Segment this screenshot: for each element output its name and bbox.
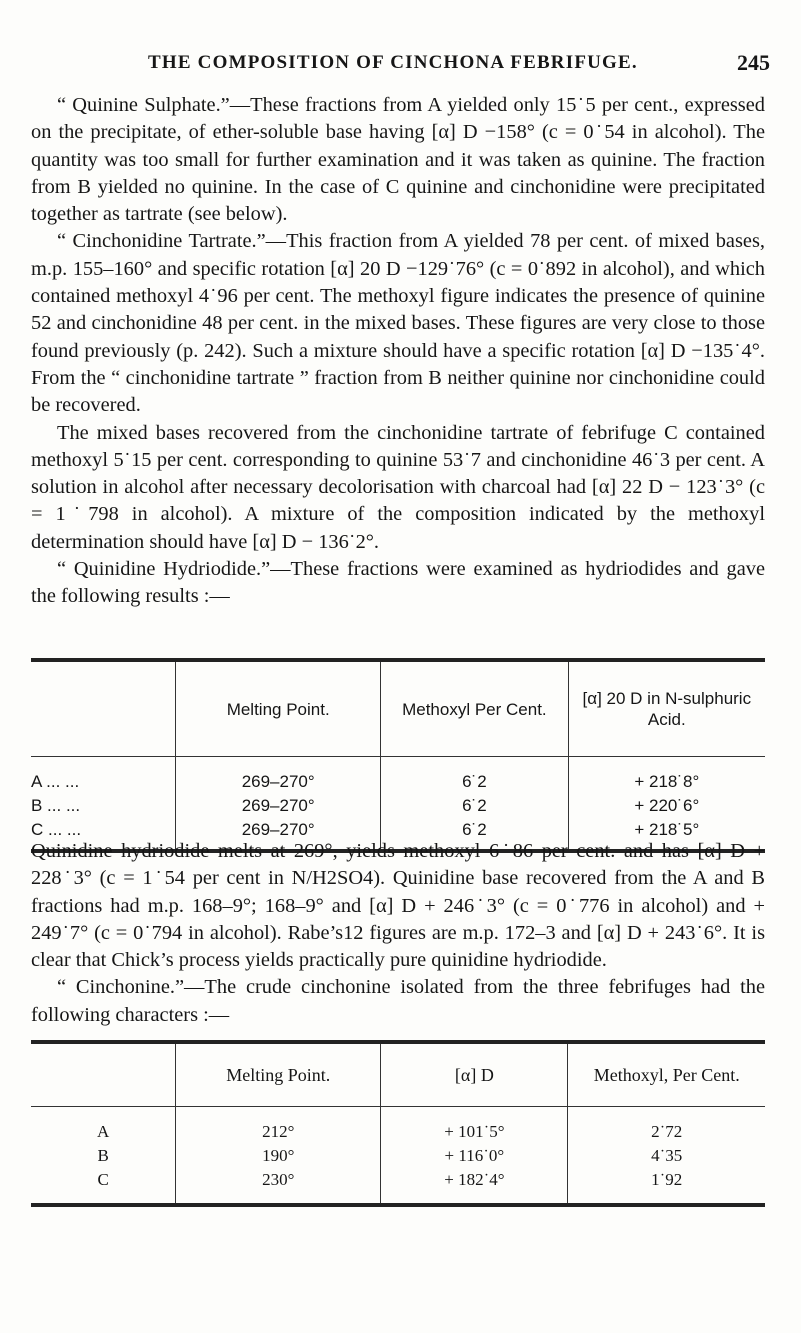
melting-cell: 230° [176,1168,381,1205]
rotation-cell: + 218˙8° [568,757,765,795]
methoxyl-cell: 6˙2 [381,794,569,818]
paragraph-cinchonidine-tartrate: “ Cinchonidine Tartrate.”—This fraction from A yielded 78 per cent. of mixed bases, m.p. 155–160° and specific rotation [α] 20 D −129˙76° (c = 0˙892 in alcohol), and which contained methoxyl 4˙96 per cent. The methoxyl figure indicates the presence of quinine 52 and cinchonidine 48 per cent. in the mixed bases. These figures are very close to those found previously (p. 242). Such a mixture should have a specific rotation [α] D −135˙4°. From the “ cinchonidine tartrate ” fraction from B neither quinine nor cinchonidine could be recovered. [31,230,765,417]
row-label: B [97,1146,109,1165]
row-label: B ... ... [31,796,81,815]
row-label: A ... ... [31,772,80,791]
body-text-lower [31,838,765,1029]
methoxyl-cell: 2˙72 [568,1107,765,1145]
melting-cell: 269–270° [176,757,381,795]
methoxyl-cell: 1˙92 [568,1168,765,1205]
rotation-cell: + 182˙4° [381,1168,568,1205]
table-header-blank [31,1042,176,1107]
row-label: C ... ... [31,820,82,839]
row-label: C [97,1170,109,1189]
melting-cell: 212° [176,1107,381,1145]
table-row [31,1107,765,1145]
rotation-cell: + 116˙0° [381,1144,568,1168]
running-title: THE COMPOSITION OF CINCHONA FEBRIFUGE. [148,52,638,73]
rotation-cell: + 220˙6° [568,794,765,818]
table-header-melting-point: Melting Point. [176,660,381,757]
methoxyl-cell: 4˙35 [568,1144,765,1168]
table-header-melting-point: Melting Point. [176,1042,381,1107]
table-row [31,1168,765,1205]
cinchonine-table [31,1040,765,1207]
table-row [31,794,765,818]
rotation-cell: + 101˙5° [381,1107,568,1145]
methoxyl-cell: 6˙2 [381,818,569,851]
paragraph-cinchonine: “ Cinchonine.”—The crude cinchonine isolated from the three febrifuges had the following characters :— [31,976,765,1026]
body-text-upper [31,92,765,611]
melting-cell: 269–270° [176,794,381,818]
table-header-methoxyl: Methoxyl Per Cent. [381,660,569,757]
table-header-blank [31,660,176,757]
table-row [31,1144,765,1168]
melting-cell: 190° [176,1144,381,1168]
paragraph-quinidine-hydriodide: “ Quinidine Hydriodide.”—These fractions were examined as hydriodides and gave the following results :— [31,558,765,608]
table-header-methoxyl: Methoxyl, Per Cent. [568,1042,765,1107]
row-label: A [97,1122,110,1141]
melting-cell: 269–270° [176,818,381,851]
page-header [0,52,801,82]
table-header-rotation: [α] D [381,1042,568,1107]
page-number: 245 [737,50,770,75]
rotation-cell: + 218˙5° [568,818,765,851]
paragraph-quinidine-discussion: Quinidine hydriodide melts at 269°, yields methoxyl 6˙86 per cent. and has [α] D + 228˙3° (c = 1˙54 per cent in N/H2SO4). Quinidine base recovered from the A and B fractions had m.p. 168–9°; 168–9° and [α] D + 246˙3° (c = 0˙776 in alcohol) and + 249˙7° (c = 0˙794 in alcohol). Rabe’s12 figures are m.p. 172–3 and [α] D + 243˙6°. It is clear that Chick’s process yields practically pure quinidine hydriodide. [31,840,765,972]
paragraph-mixed-bases: The mixed bases recovered from the cinchonidine tartrate of febrifuge C contained methoxyl 5˙15 per cent. corresponding to quinine 53˙7 and cinchonidine 46˙3 per cent. A solution in alcohol after necessary decolorisation with charcoal had [α] 22 D − 123˙3° (c = 1˙798 in alcohol). A mixture of the composition indicated by the methoxyl determination should have [α] D − 136˙2°. [31,421,765,553]
methoxyl-cell: 6˙2 [381,757,569,795]
table-row [31,757,765,795]
hydriodide-table [31,658,765,853]
table-header-rotation: [α] 20 D in N-sulphuric Acid. [568,660,765,757]
paragraph-quinine-sulphate: “ Quinine Sulphate.”—These fractions from A yielded only 15˙5 per cent., expressed on the precipitate, of ether-soluble base having [α] D −158° (c = 0˙54 in alcohol). The quantity was too small for further examination and it was taken as quinine. The fraction from B yielded no quinine. In the case of C quinine and cinchonidine were precipitated together as tartrate (see below). [31,94,765,226]
